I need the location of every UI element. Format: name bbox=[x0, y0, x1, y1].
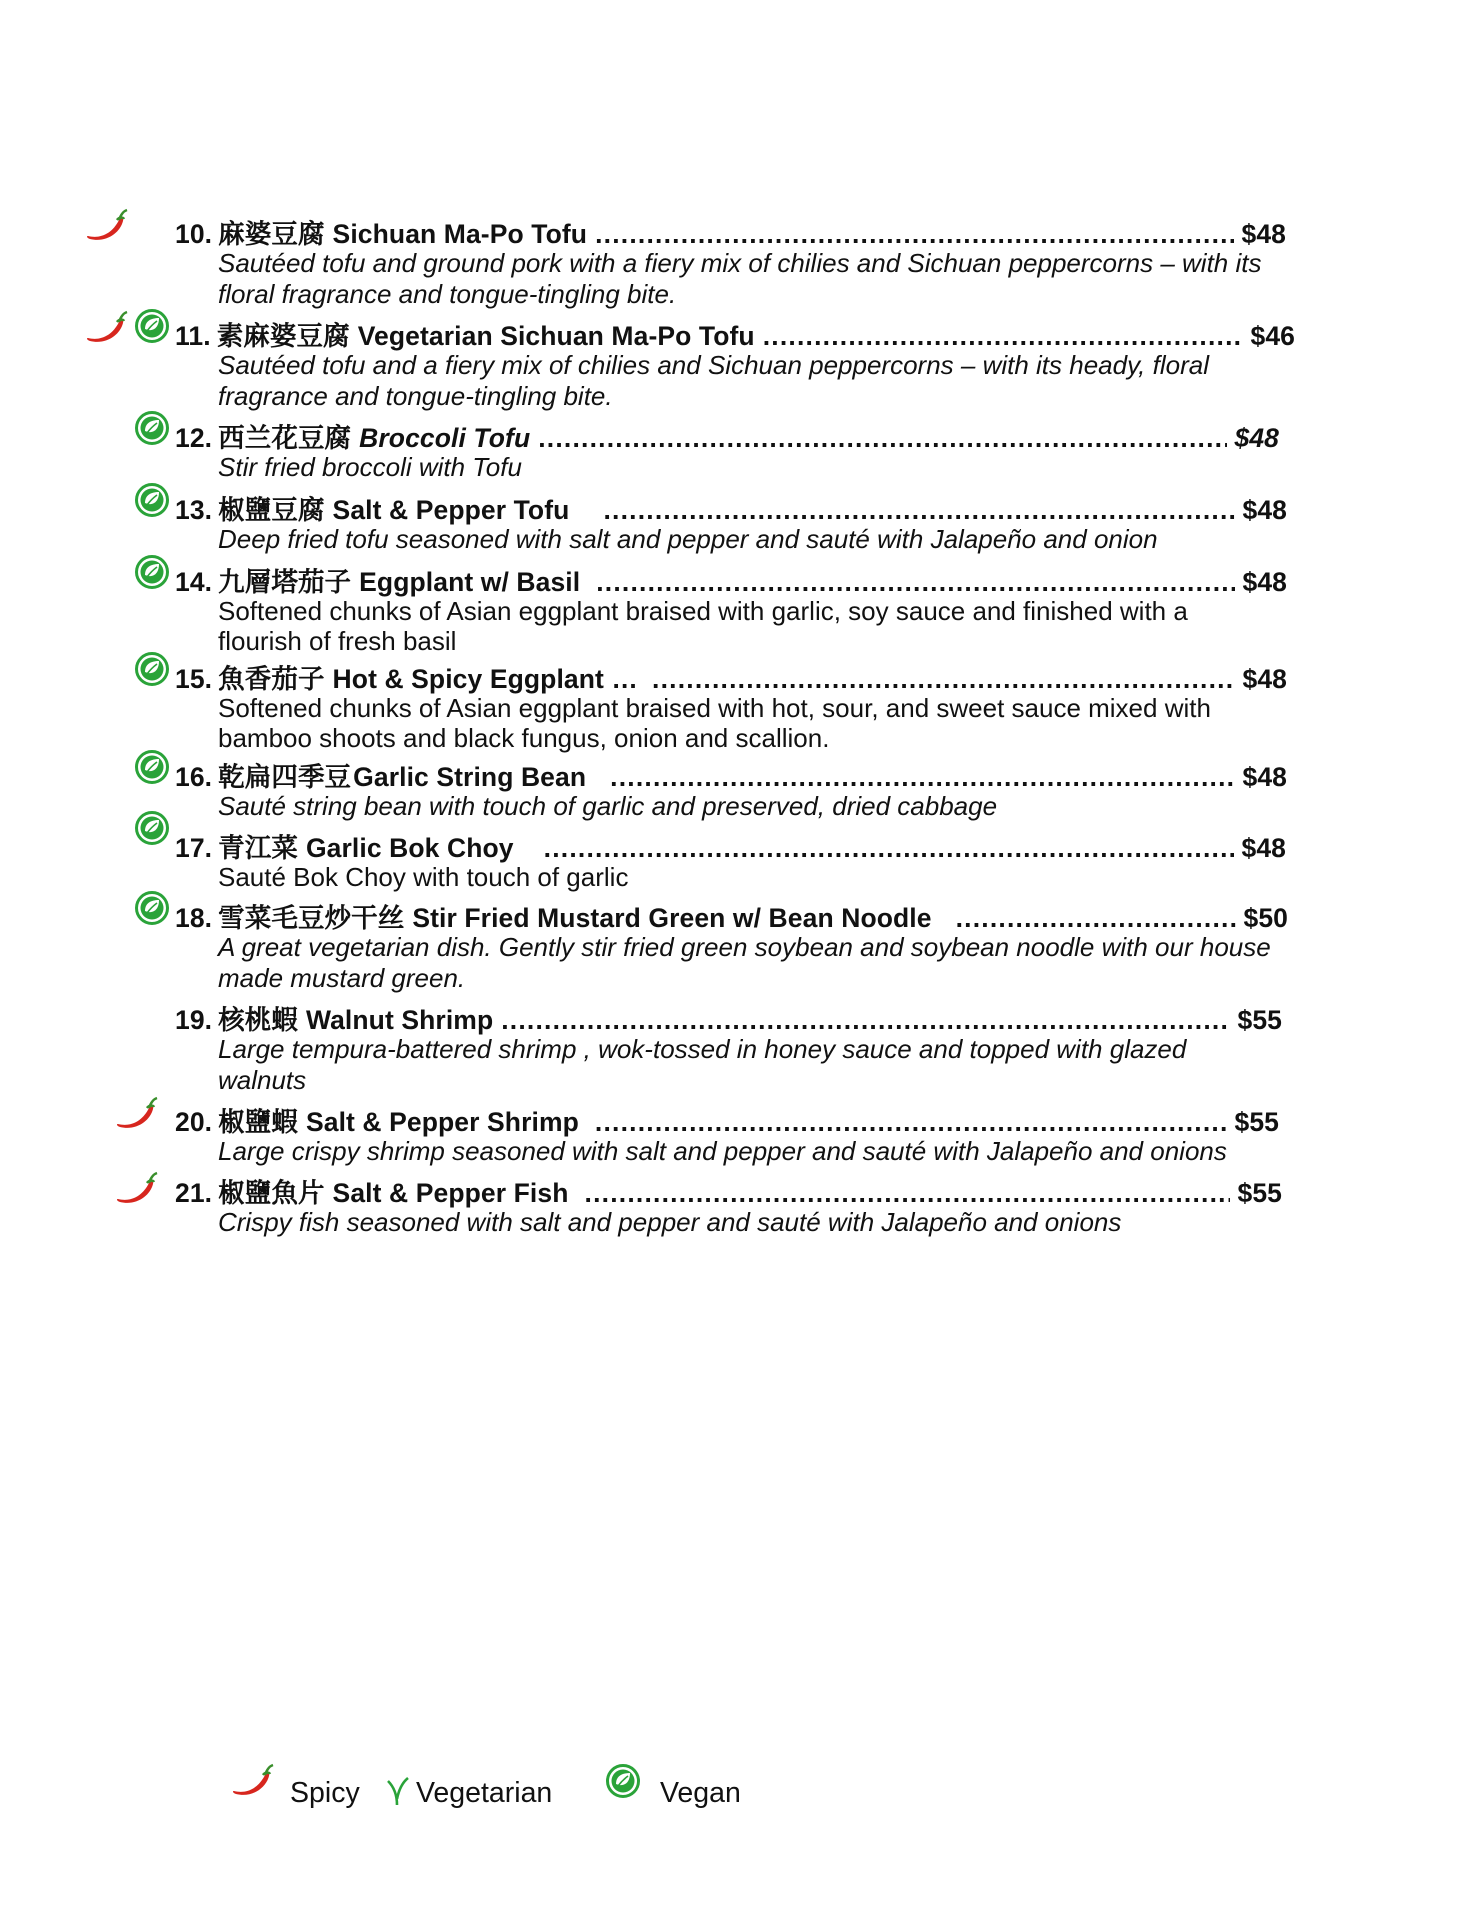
item-number: 12. bbox=[175, 423, 213, 453]
item-description bbox=[218, 1034, 1186, 1096]
item-english-name: Sichuan Ma-Po Tofu bbox=[332, 219, 588, 249]
dot-leader bbox=[763, 321, 1244, 352]
chili-pepper-icon bbox=[232, 1761, 274, 1809]
vegan-leaf-badge-icon bbox=[134, 308, 170, 349]
vegan-leaf-badge-icon bbox=[134, 749, 170, 790]
item-price: $48 bbox=[1242, 762, 1287, 792]
item-price: $48 bbox=[1241, 219, 1286, 249]
description-line: Sauté Bok Choy with touch of garlic bbox=[218, 862, 629, 892]
item-description bbox=[218, 693, 1211, 753]
item-number: 18. bbox=[175, 903, 213, 933]
item-number: 21. bbox=[175, 1178, 213, 1208]
item-number: 19. bbox=[175, 1005, 213, 1035]
chili-pepper-icon bbox=[116, 1169, 158, 1214]
dot-leader bbox=[595, 1107, 1228, 1138]
item-english-name: Broccoli Tofu bbox=[359, 423, 531, 453]
item-description bbox=[218, 248, 1261, 310]
legend-spicy-label: Spicy bbox=[290, 1777, 360, 1809]
dot-leader bbox=[652, 664, 1235, 695]
legend-vegetarian-label: Vegetarian bbox=[416, 1777, 553, 1809]
item-price: $50 bbox=[1243, 903, 1288, 933]
item-number: 11. bbox=[175, 321, 211, 351]
item-title bbox=[175, 657, 1287, 694]
description-line: Crispy fish seasoned with salt and pepper and sauté with Jalapeño and onions bbox=[218, 1207, 1122, 1237]
item-description bbox=[218, 1136, 1227, 1167]
item-price: $46 bbox=[1250, 321, 1295, 351]
dot-leader bbox=[610, 762, 1235, 793]
vegan-leaf-badge-icon bbox=[134, 554, 170, 595]
item-price: $48 bbox=[1234, 423, 1279, 453]
description-line: Stir fried broccoli with Tofu bbox=[218, 452, 522, 482]
item-price: $48 bbox=[1242, 567, 1287, 597]
dot-leader bbox=[596, 567, 1235, 598]
description-line: Softened chunks of Asian eggplant braised with garlic, soy sauce and finished with a bbox=[218, 596, 1188, 626]
item-number: 14. bbox=[175, 567, 213, 597]
description-line: Large tempura-battered shrimp , wok-tossed in honey sauce and topped with glazed bbox=[218, 1034, 1187, 1064]
item-number: 13. bbox=[175, 495, 213, 525]
item-chinese-name: 核桃蝦 bbox=[218, 1005, 298, 1035]
item-english-name: Eggplant w/ Basil bbox=[359, 567, 581, 597]
item-english-name: Salt & Pepper Fish bbox=[332, 1178, 569, 1208]
item-english-name: Garlic String Bean bbox=[353, 762, 587, 792]
legend bbox=[0, 1763, 1484, 1813]
item-english-name: Salt & Pepper Shrimp bbox=[305, 1107, 579, 1137]
item-chinese-name: 椒鹽蝦 bbox=[218, 1107, 298, 1137]
item-number: 16. bbox=[175, 762, 213, 792]
item-chinese-name: 魚香茄子 bbox=[218, 664, 325, 694]
item-chinese-name: 九層塔茄子 bbox=[218, 567, 352, 597]
item-title bbox=[175, 896, 1288, 933]
dot-leader bbox=[501, 1005, 1230, 1036]
vegan-leaf-badge-icon bbox=[134, 482, 170, 523]
vegan-leaf-badge-icon bbox=[134, 410, 170, 451]
item-chinese-name: 乾扁四季豆 bbox=[218, 762, 352, 792]
item-title bbox=[175, 212, 1286, 249]
item-description bbox=[218, 350, 1209, 412]
item-number: 20. bbox=[175, 1107, 213, 1137]
item-chinese-name: 青江菜 bbox=[218, 833, 298, 863]
dot-leader bbox=[544, 833, 1235, 864]
sprout-icon bbox=[386, 1775, 410, 1815]
description-line: Sautéed tofu and a fiery mix of chilies and Sichuan peppercorns – with its heady, floral bbox=[218, 350, 1209, 380]
item-english-name: Walnut Shrimp bbox=[305, 1005, 494, 1035]
item-title bbox=[175, 416, 1279, 453]
description-line: made mustard green. bbox=[218, 963, 466, 993]
chili-pepper-icon bbox=[116, 1094, 158, 1139]
item-description bbox=[218, 1207, 1121, 1238]
item-number: 17. bbox=[175, 833, 213, 863]
legend-vegan-label: Vegan bbox=[660, 1777, 741, 1809]
description-line: floral fragrance and tongue-tingling bite. bbox=[218, 279, 677, 309]
item-price: $55 bbox=[1234, 1107, 1279, 1137]
item-chinese-name: 西兰花豆腐 bbox=[218, 423, 352, 453]
description-line: Deep fried tofu seasoned with salt and pepper and sauté with Jalapeño and onion bbox=[218, 524, 1158, 554]
vegan-leaf-badge-icon bbox=[134, 651, 170, 692]
item-price: $48 bbox=[1241, 833, 1286, 863]
vegan-leaf-badge-icon bbox=[134, 810, 170, 851]
item-title bbox=[175, 755, 1287, 792]
item-description bbox=[218, 452, 522, 483]
item-chinese-name: 麻婆豆腐 bbox=[218, 219, 325, 249]
item-price: $48 bbox=[1242, 495, 1287, 525]
description-line: Large crispy shrimp seasoned with salt and pepper and sauté with Jalapeño and onions bbox=[218, 1136, 1227, 1166]
item-title bbox=[175, 488, 1287, 525]
item-english-name: Vegetarian Sichuan Ma-Po Tofu bbox=[357, 321, 755, 351]
vegan-leaf-badge-icon bbox=[605, 1763, 641, 1807]
dot-leader bbox=[603, 495, 1235, 526]
item-description bbox=[218, 596, 1188, 656]
item-chinese-name: 雪菜毛豆炒干丝 bbox=[218, 903, 405, 933]
description-line: Softened chunks of Asian eggplant braised with hot, sour, and sweet sauce mixed with bbox=[218, 693, 1211, 723]
item-english-name: Stir Fried Mustard Green w/ Bean Noodle bbox=[412, 903, 932, 933]
dot-leader bbox=[956, 903, 1237, 934]
description-line: A great vegetarian dish. Gently stir fried green soybean and soybean noodle with our house bbox=[218, 932, 1271, 962]
item-price: $48 bbox=[1242, 664, 1287, 694]
item-price: $55 bbox=[1237, 1005, 1282, 1035]
item-price: $55 bbox=[1237, 1178, 1282, 1208]
item-chinese-name: 椒鹽魚片 bbox=[218, 1178, 325, 1208]
description-line: bamboo shoots and black fungus, onion and scallion. bbox=[218, 723, 830, 753]
item-chinese-name: 椒鹽豆腐 bbox=[218, 495, 325, 525]
item-number: 10. bbox=[175, 219, 213, 249]
item-english-name: Salt & Pepper Tofu bbox=[332, 495, 570, 525]
item-description bbox=[218, 862, 628, 892]
vegan-leaf-badge-icon bbox=[134, 890, 170, 931]
description-line: Sautéed tofu and ground pork with a fiery mix of chilies and Sichuan peppercorns – with its bbox=[218, 248, 1262, 278]
item-title bbox=[175, 826, 1286, 863]
item-description bbox=[218, 791, 997, 822]
dot-leader bbox=[585, 1178, 1231, 1209]
item-title bbox=[175, 314, 1295, 351]
item-chinese-name: 素麻婆豆腐 bbox=[216, 321, 350, 351]
description-line: walnuts bbox=[218, 1065, 307, 1095]
item-title bbox=[175, 1100, 1279, 1137]
item-english-name: Hot & Spicy Eggplant … bbox=[332, 664, 639, 694]
item-english-name: Garlic Bok Choy bbox=[305, 833, 514, 863]
item-number: 15. bbox=[175, 664, 213, 694]
dot-leader bbox=[595, 219, 1234, 250]
item-description bbox=[218, 524, 1158, 555]
description-line: flourish of fresh basil bbox=[218, 626, 457, 656]
chili-pepper-icon bbox=[86, 206, 128, 251]
item-title bbox=[175, 1171, 1282, 1208]
dot-leader bbox=[538, 423, 1227, 454]
description-line: Sauté string bean with touch of garlic and preserved, dried cabbage bbox=[218, 791, 998, 821]
item-title bbox=[175, 560, 1287, 597]
item-title bbox=[175, 998, 1282, 1035]
chili-pepper-icon bbox=[86, 308, 128, 353]
description-line: fragrance and tongue-tingling bite. bbox=[218, 381, 613, 411]
item-description bbox=[218, 932, 1271, 994]
